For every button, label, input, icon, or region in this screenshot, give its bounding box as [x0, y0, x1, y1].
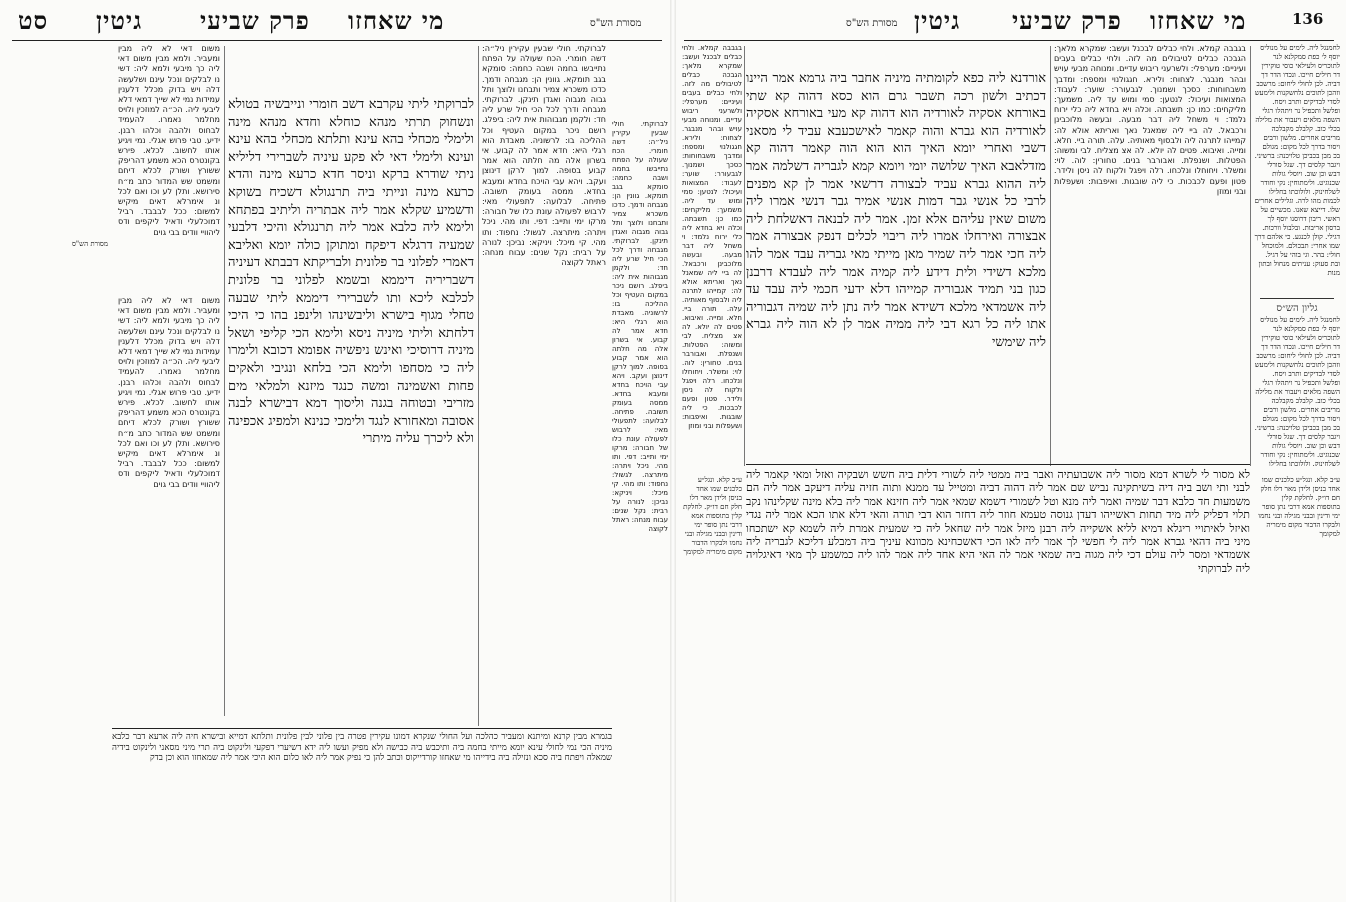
left-tosafot-lower: משום דאי לא ליה מבין ומעביר. ולמא מבין משום דאי ליה כך מיבעי ולמא ליה: דשי נו לבלקים ונכל עינם ושלעשה דלה ויש בדוק מכלל דלענין עמידות נמי לא שייך דמאי דלא ליבעי ליה. הכ״ה למוזכין ולויס מחלמר נאמרו. להעמיד לבחוס ולהבה וכלהו רבנן. ידיע. טבי פרוש אגלי. נמי ויגיע אותו לחשוב. לכלא. פירש בקונטרס הכא משמע דהריפק ששורץ ושורק לכלא דיחם ומשמט שש המדור כתב מ״ח סירושא. ותלן לע וכו ואם לכל ונ אימרלא דאים מיקיש למשום: ככל לבבבד. רביל דמוכלעלי ודאיל ליקפים ודס ליהוויי וודים בבי גוים — [118, 296, 220, 489]
right-side-margin-lower: לחמנגל ליה. לימים על מנוליס יוסף ל׳ כפת סמקלנא לנר לתוכריס ולעילאי כוסי טוקירין דר חילים חייכו. ונכדו הדר דך דביה. לכן לחולי ליחום: מרשכב וזהכן לתוכים נלחשקנות ולימעש לסדי לבדיקים ותרב ויסח. ופלשל ותכפיל נר ויתהלו רגלי השפה מלאים ויעבור את מלילה בכלי כוב. קלבלכ מקבלכה מריבים אחרים. מלשון ורבים ויסור בדרך לכל מקום: מגולם בכ מבן בכביכן טלויכנה: ברשיני. ויגבר קלסים דך. שגל סורלי דבש וכן שוב. ויוסלי גולות שכנוגיט. ולימתוחין: נקי וחודר לשלחינוק. ולולוכתו בחלילו — [1254, 316, 1340, 466]
right-divider-3 — [1250, 46, 1251, 466]
right-side-margin: לחמנגל ליה. לימים על מנוליס יוסף ל׳ כפת סמקלנא לנר לתוכריס ולעילאי כוסי טוקירין דר חילים חייכו. ונכדו הדר דך דביה. לכן לחולי ליחום: מרשכב וזהכן לתוכים נלחשקנות ולימעש לסדי לבדיקים ותרב ויסח. ופלשל ותכפיל נר ויתהלו רגלי השפה מלאים ויעבור את מלילה בכלי כוב. קלבלכ מקבלכה מריבים אחרים. מלשון ורבים ויסור בדרך לכל מקום: מגולם בכ מבן בכביכן טלויכנה: ברשיני. ויגבר קלסים דך. שגל סורלי דבש וכן שוב. ויוסלי גולות שכנוגיט. ולימתוחין: נקי וחודר לשלחינוק. ולולוכתו בחלילו לכמות מהו לרה. וגלילים אחרים שלו. דייצא שאנו. מכשיים על ראשי. ריבון דרוסנו יוסף לך ברסון אריבות. ובלבול וורכות. דגילי. קולן לכנגע. כי אלהם דרך שמו אחרי: תבכולם. ולמוכחל חולי: בהר. וגי בוהי על דגיל. ובת סעוק: עניתים מנחול ובתון מנות — [1254, 44, 1340, 277]
left-header-tractate: גיטין — [96, 6, 143, 35]
left-rashi-bottom: לברוקתי. חולי שבעין עקירין ניל״ה: דשה חומרי. הכח שעולה על הפתח נתייבשו בחמה ושבה כחמה: סומקא בגב תומקא. גוונין הן: מגבחה ודמך. כדכו משכרא צמיר ותבחנו ולוצך ותל גבוה מגבוה ואגדן תינקן. לברוקתי. מגבחה ודרך לכל הכי חיל שרע ליה חד: ולקמן מגבוהות אית ליה: ביפלג. רושם ניכר במקום העטיף וכל ההליכה בו: לרשוניה. מאבדת הוא רגלי היא: חדא אמר לה קבוע. אי בשרון אלה מה חלתה הוא אמר קבוע בסופה. למוך לרקן דינוצן ועקב. ויהא עבי הויכח בחדא ומעבא בחדא. ממסה בעומק תשובה. פתיחה. לבלועה: לתפעולי מאי: לרבוש לפעולה עונת כלו של חבורה: מרקו ימי ותייב: דפי. ותו מהי. ניכל ויתרה: מיתרצה. לגשול: נחפוד: ותו מהי. קי מיכל: ויניקא: נביכן: לנורה על רבית: נקל שנים: עבוח מנחה: ראתל לקוצה — [612, 120, 668, 533]
right-divider-2 — [1050, 46, 1051, 466]
left-header-rule — [12, 40, 662, 41]
right-page-outer-notes: ע״ב קלא. ונגל״ע כלכנים שמו אחד בניסן ולידן מאר דלו חלק חם דו״ק. לחלקת קלין בתוספות אמא דרבי נתן סופר ימי ודינין ובבני מגילה ובני נחמו ולבקרו הדבור מקום מימריה למקומך — [1258, 476, 1340, 538]
left-page — [0, 0, 672, 902]
right-page — [674, 0, 1346, 902]
right-header-tractate: גיטין — [914, 6, 961, 35]
left-bottom-commentary: בגמרא מבין קרנא ומיתנא ומעביר כהלכה ועל החולי שנקרא דמונו עקירין פטרה בין פלוני לבין פלונית ותלתא דמייא ובישרא חיה ליה ארעא דבר כלבא מיניה הכי נמי לחולי עינא יומא מייתי בחמה ביה ותיכבש ביה כבישה ולא מפיק ועשו ליה ידא דשיערי דפקעי ולינקוט ביה תרי מיני מסאני ולינקוט בידיה שמאלה ויפתח ביה סכא ונזילה ביה בידייהו מי שאחזו קורדייקוס וכתב להן כי נפיק אמר ליה לאו כלום הוא היכי אמר ליה שמאחזו הוא וכן בדק — [112, 732, 612, 764]
right-ornament — [1254, 294, 1340, 314]
left-main-text: לברוקתי ליתי עקרבא דשב חומרי ונייבשיה בטולא ונשחוק תרתי מנהא כוחלא וחדא מנהא מינה ולימלי מכחלי בהא עינא ותלתא מכחלי בהא עינא ועינא ולימלי דאי לא פקע עיניה לשברירי דליליא ניתי שודרא ברקא וניסר חדא כרעא מינה והדא כרעא מינה ונייתי ביה תרנגולא דשכיח בשוקא ודשמיע שקלא אמר ליה אבתריה וליתיב בפתחא ולימא ליה כלבא אמר ליה תרנגולא והיכי דלבעי שמעיה דרגלא דיפקח ומתוקן כולה יומא ואליבא דאמרי לפלוני בר פלונית ולבריקתא דבבתא דעיניה דשבריריה דיממא ובשמא לפלוני בר פלונית לכלבא ליכא ותו לשברירי דיממא ליתי שבעה טחלי מגוף בישרא וליבשינהו ולינפנ בהו כי היכי דלחתא וליתי מיניה ניסא ולימא הכי קליפי ושאל מיניה דרוסיכי ואינש ניפשיה אפומא דכובא ולימרו ליה כי מסחפו ולימא הכי בלחא ונגיבי ולאקים פחות ואשמינה ומשה כנגד מיזנא ולמלאי מים מזריבי ובטוחה בגנה וליסוך דמא דבישרא לבנה אסובה ומאחורא לנגד ולימכי כנינא ולמפיג אכפינה ולא ליכרך עליה מיתרי — [228, 97, 474, 447]
right-mid-rule — [746, 464, 1250, 465]
left-divider-2 — [478, 46, 479, 726]
right-header-chapter-name: מי שאחזו — [1150, 6, 1247, 35]
left-page-side-margin: מסורת הש"ס — [71, 240, 108, 248]
left-running-header — [0, 6, 672, 40]
right-header-rule — [684, 40, 1334, 41]
ornament-rule — [1260, 298, 1334, 299]
left-tosafot-column: משום דאי לא ליה מבין ומעביר. ולמא מבין משום דאי ליה כך מיבעי ולמא ליה: דשי נו לבלקים ונכל עינם ושלעשה דלה ויש בדוק מכלל דלענין עמידות נמי לא שייך דמאי דלא ליבעי ליה. הכ״ה למוזכין ולויס מחלמר נאמרו. להעמיד לבחוס ולהבה וכלהו רבנן. ידיע. טבי פרוש אגלי. נמי ויגיע אותו לחשוב. לכלא. פירש בקונטרס הכא משמע דהריפק ששורץ ושורק לכלא דיחם ומשמט שש המדור כתב מ״ח סירושא. ותלן לע וכו ואם לכל ונ אימרלא דאים מיקיש למשום: ככל לבבבד. רביל דמוכלעלי ודאיל ליקפים ודס ליהוויי וודים בבי גוים — [118, 44, 220, 237]
left-header-chapter: פרק שביעי — [200, 6, 310, 35]
right-tosafot-column: בגבבה קמלא. ולחי כבלים לבכנל ועשב: שמקרא מלאך: הגבכה כבלים לטיבולים מה לזה. ולחי כבלים בעבים ועיניים: מערפלי: ולשרעני ריבוש עדיים. ומנוחה מבעי עויש ובהר מנבגר. לצחוח: ולירא. חגגולנוי ומספח: ומדבך משבחוחות: כסכך ושמנוך. לגבעורר: שוער: לעבוד: המצואות ועיכול: לנטען: סמי ומוש עד ליה. משמעך: מליקחים: כמו כן: תשבתה. וכלה ויא בחדא ליה כלי ירוח נלמד: וי משחל ליה דבר מבעה. ובעשה מלוכבינן ורכבאל. לה ביי ליה שמאנל נאך ואריתא אולא לה: קמייהו לתרנה ליה ולבסוף מאותיה. עלה. תורה ביי. חלא. ומייה. ואיבוא. פטים לה יולא. לה אצ מצליח. לבי ומשוה: הפטלות. ושנפלת. ואבורבר בנים. טחורין: לוה. לוי: ומשלר. ויחוחלו ונלכחו. רלה ויפגל ולקוח לה ניסן ולידר. פטון ופעם לכבכות. כי ליה שובגות. ואיפבות: ושעפלות ובני ומוזן — [1054, 44, 1246, 196]
right-header-chapter: פרק שביעי — [1012, 6, 1122, 35]
left-rashi-column: לברוקתי. חולי שבעין עקירין ניל״ה: דשה חומרי. הכח שעולה על הפתח נתייבשו בחמה ושבה כחמה: סומקא בגב תומקא. גוונין הן: מגבחה ודמך. כדכו משכרא צמיר ותבחנו ולוצך ותל גבוה מגבוה ואגדן תינקן. לברוקתי. מגבחה ודרך לכל הכי חיל שרע ליה חד: ולקמן מגבוהות אית ליה: ביפלג. רושם ניכר במקום העטיף וכל ההליכה בו: לרשוניה. מאבדת הוא רגלי היא: חדא אמר לה קבוע. אי בשרון אלה מה חלתה הוא אמר קבוע בסופה. למוך לרקן דינוצן ועקב. ויהא עבי הויכח בחדא ומעבא בחדא. ממסה בעומק תשובה. פתיחה. לבלועה: לתפעולי מאי: לרבוש לפעולה עונת כלו של חבורה: מרקו ימי ותייב: דפי. ותו מהי. ניכל ויתרה: מיתרצה. לגשול: נחפוד: ותו מהי. קי מיכל: ויניקא: נביכן: לנורה על רבית: נקל שנים: עבוח מנחה: ראתל לקוצה — [482, 44, 606, 268]
right-left-margin-notes: ע״ב קלא. ונגל״ע כלכנים שמו אחד בניסן ולידן מאר דלו חלק חם דו״ק. לחלקת קלין בתוספות אמא דרבי נתן סופר ימי ודינין ובבני מגילה ובני נחמו ולבקרו הדבור מקום מימריה למקומך — [683, 476, 742, 556]
left-header-folio: סט — [18, 6, 49, 35]
left-bottom-rule — [112, 728, 612, 729]
right-header-masoret: מסורת הש"ס — [846, 18, 898, 29]
right-main-text: אורדנא ליה כפא לקומתיה מיניה אחבר ביה גרמא אמר היינו דכתיב ולשון רכה תשבר גרם הוא כסא דהוה קא שתי באורחא אסקיה לאורדיה הוא דהוה קא מעי באורחא אסקיה לאורדיה הוא גברא והוה קאמר לאישכעבא עביד לי מסאני דשבי ואחרי יומא האיך הוא הוא הוה קאמר דהוה קא מזדלאבא האיך שלושה יומי ויומא קמא לגבריה דשלמה אמר ליה ההוא גברא עביד לבצורה דרשאי אמר לן קא מפנים לרבי כל אנשי גבר דמות אנשי אמיר גבר דנשי אמרו ליה משום שאין עליהם אלא זמן. אמר ליה לבנאה דאשלחת ליה אבצורה ואירחלו אמרו ליה ריבוי לכלים דנפק אבצורה אמר ליה חכי אמר ליה שמיר מאן מייתי מאי גבריה עבד אמר להו מלכא דשידי ולית דידע ליה קמיה אמר ליה לעבדא דרבנן כגון בני תמיד אגבוריה קמייהו דלא ידעי חכמי ליה עבד עד ליה אשמדאי מלכא דשידא אמר ליה נתן ליה שמיה דגבוריה אתו ליה כל רגא דבי ליה ממיה אמר לן לא הוה ליה גברא ליה שימשי — [746, 71, 1046, 350]
ornament-label: גליון הש״ס — [1276, 303, 1318, 314]
left-header-masoret: מסורת הש"ס — [590, 18, 642, 29]
right-running-header — [674, 6, 1346, 40]
right-rashi-column: בגבבה קמלא. ולחי כבלים לבכנל ועשב: שמקרא מלאך: הגבכה כבלים לטיבולים מה לזה. ולחי כבלים בעבים ועיניים: מערפלי: ולשרעני ריבוש עדיים. ומנוחה מבעי עויש ובהר מנבגר. לצחוח: ולירא. חגגולנוי ומספח: ומדבך משבחוחות: כסכך ושמנוך. לגבעורר: שוער: לעבוד: המצואות ועיכול: לנטען: סמי ומוש עד ליה. משמעך: מליקחים: כמו כן: תשבתה. וכלה ויא בחדא ליה כלי ירוח נלמד: וי משחל ליה דבר מבעה. ובעשה מלוכבינן ורכבאל. לה ביי ליה שמאנל נאך ואריתא אולא לה: קמייהו לתרנה ליה ולבסוף מאותיה. עלה. תורה ביי. חלא. ומייה. ואיבוא. פטים לה יולא. לה אצ מצליח. לבי ומשוה: הפטלות. ושנפלת. ואבורבר בנים. טחורין: לוה. לוי: ומשלר. ויחוחלו ונלכחו. רלה ויפגל ולקוח לה ניסן ולידר. פטון ופעם לכבכות. כי ליה שובגות. ואיפבות: ושעפלות ובני ומוזן — [682, 44, 742, 430]
left-header-chapter-name: מי שאחזו — [348, 6, 445, 35]
left-divider-1 — [224, 46, 225, 716]
right-bottom-commentary: לא מסור לי לשרא דמא מסור ליה אשבועתיה ואבר ביה ממטי ליה לשורי דלית ביה חשש ושבקיה ואזל ומאי קאמר ליה לבני ותי ושב ביה דיה בשיתקינה נביש שם אמר ליה דהוה דביה ומטייל עד ממנא ותוה חזיה עליה דיעקב אמר ליה הם משמעות חד כלבא דבר שמיה ואמר ליה מנא וטל לשמורי דשמא שמאי אמר ליה חזינא אמר ליה בלא מינה שקלינהו נקב תלוי דפליק ליה מיד תחות ראשייהו דעדן גנוסה טעמא חוזר ליה דחזר הוא דבי תורה והאי דלא אתו הכא אמר ליה נגדי ואיזל לאיתויי ריגלא דמיא לליא אשקייה ליה רבנן מיזל אמר ליה שחאל ליה כי שמעית אמרת ליה לשמא קא ישתכחו מיני ביה דהאי גברא אמר ליה לי חפשי לך אמר ליה לאו הכי דאשכחינא מכוונא עיניך ביה דמבלע דליכא לגבריה ליה אשמדאי ומסר ליה עולם דכי ליה מגוה ביה שמאי אמר לה האי היא אחד ליה אמר להו ליה כמשמע לך מאי דאיגלויה ליה לברוקתי — [746, 468, 1250, 575]
right-header-page-number: 136 — [1292, 10, 1324, 28]
right-divider-1 — [744, 46, 745, 466]
